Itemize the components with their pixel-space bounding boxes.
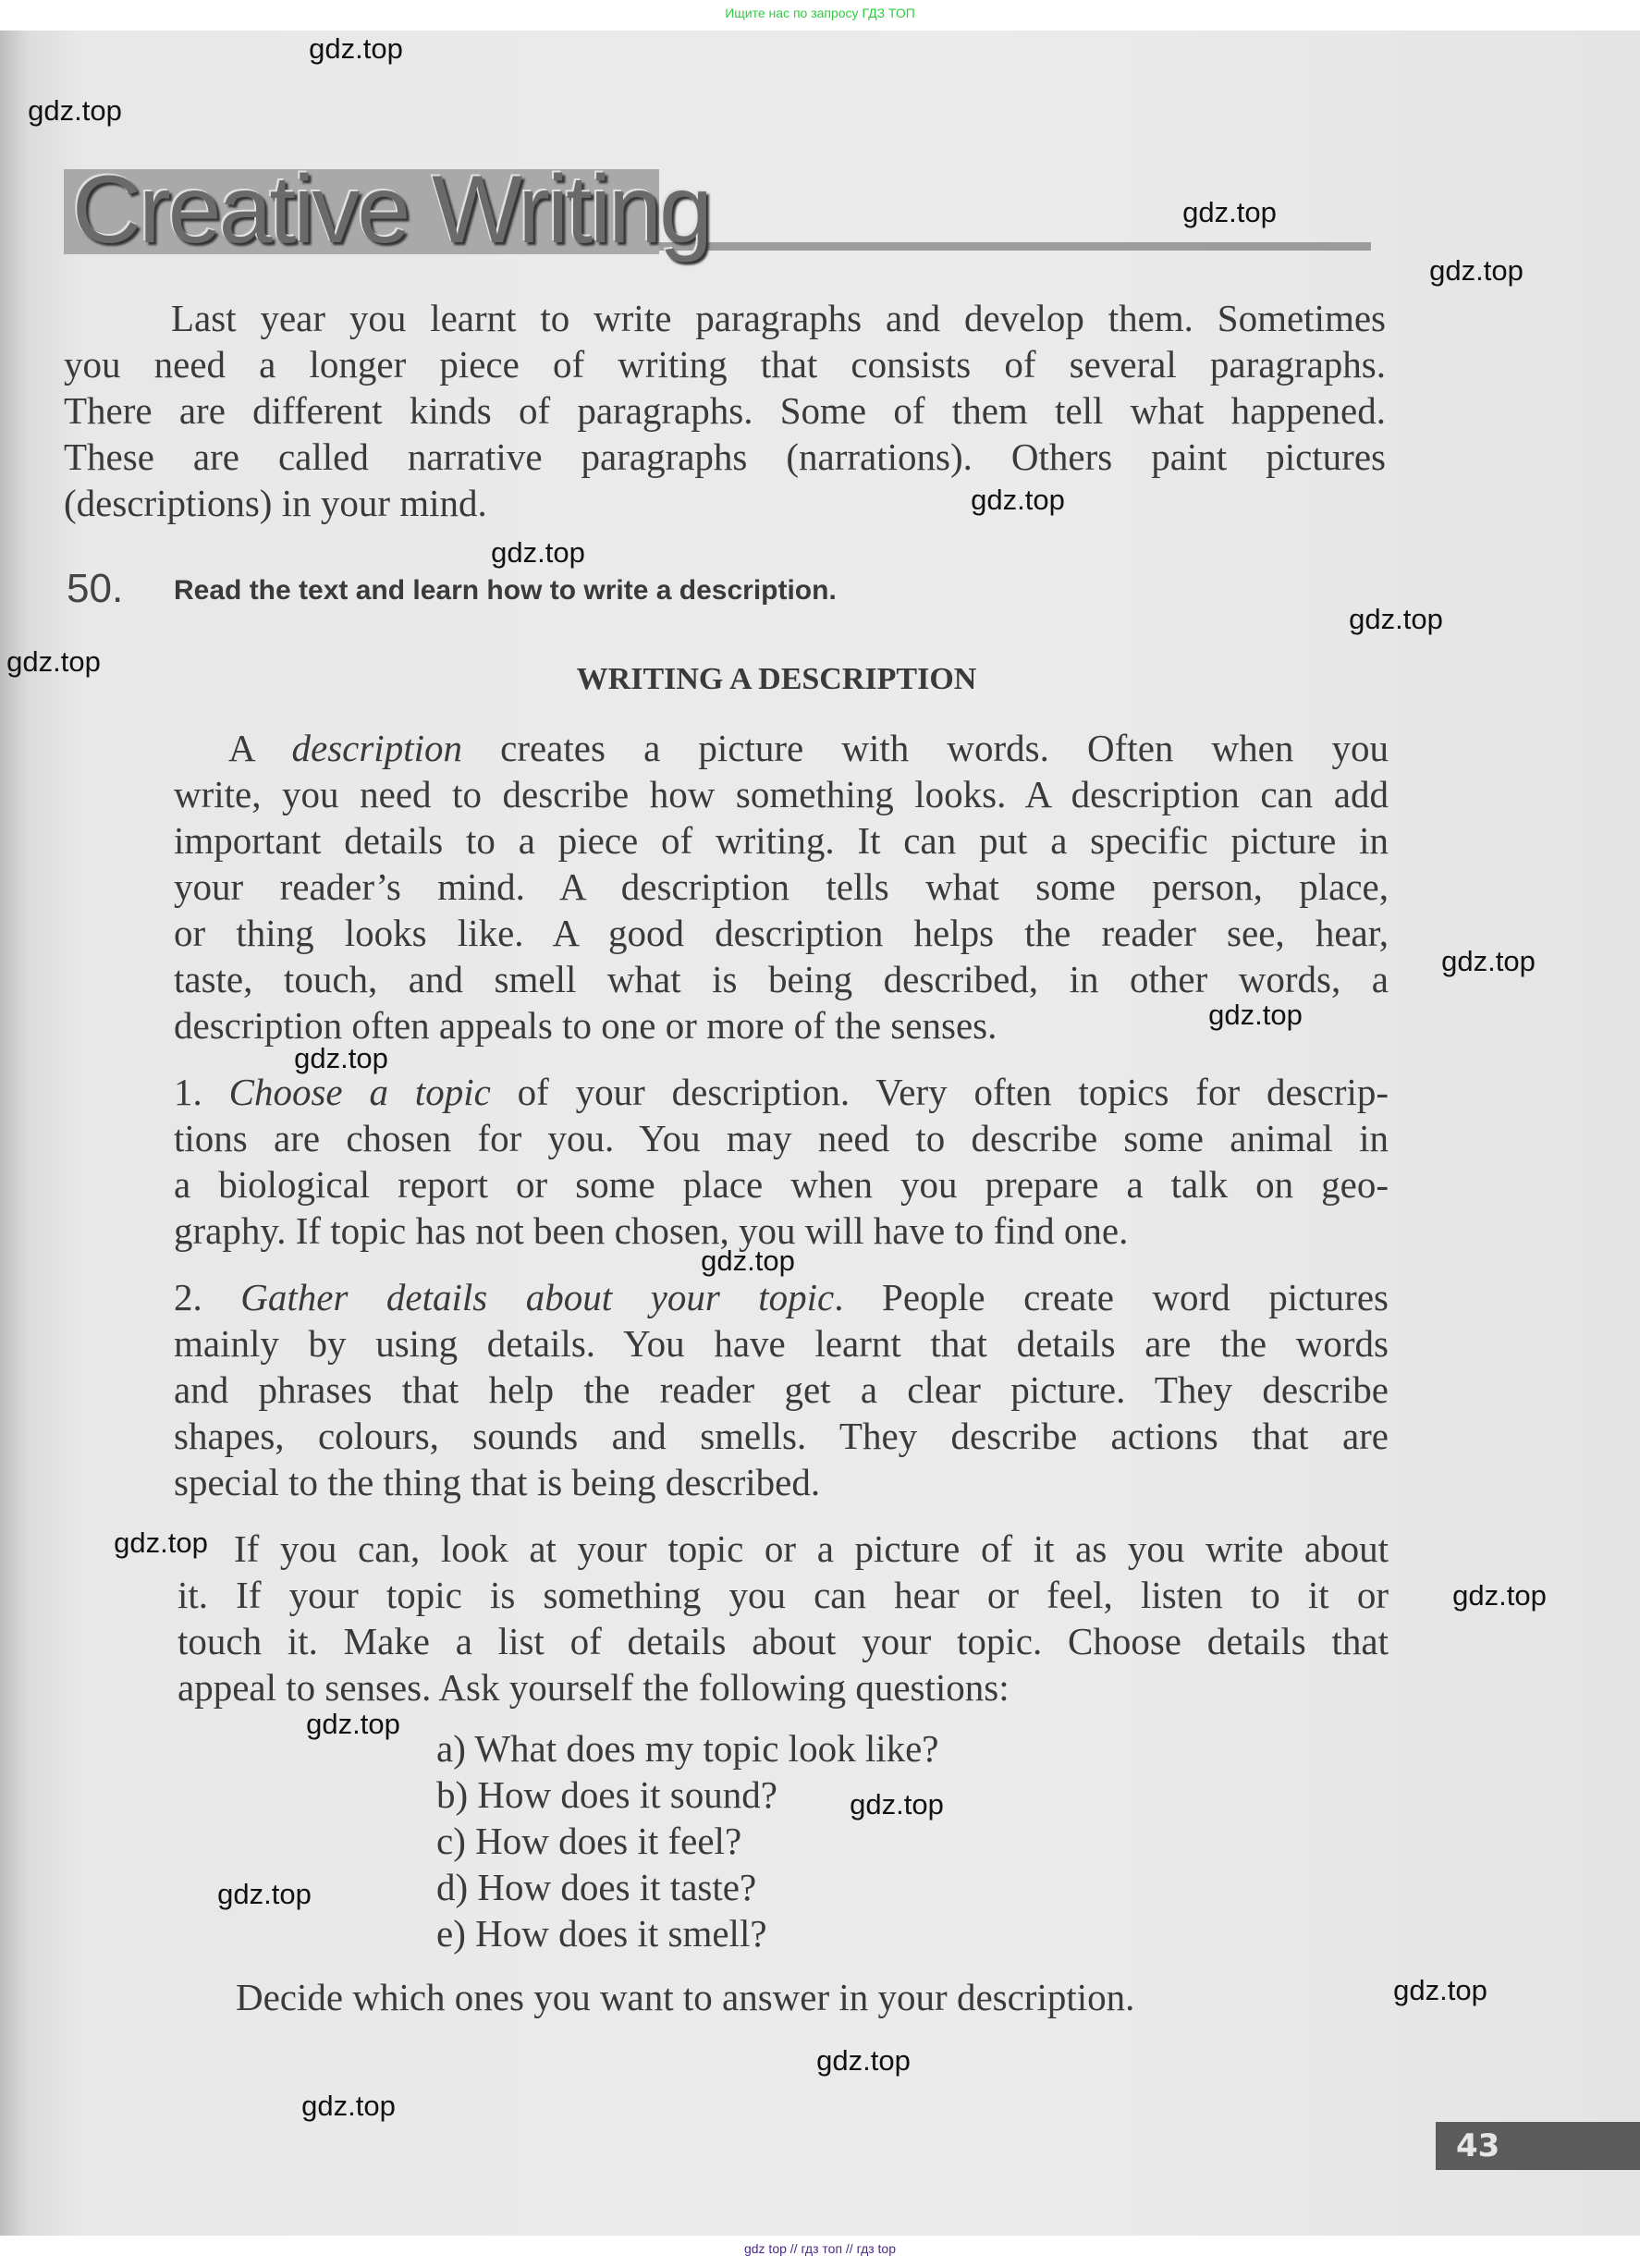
text-line: your reader’s mind. A description tells what some person, place,: [174, 865, 1389, 908]
exercise-instruction: Read the text and learn how to write a description.: [174, 575, 837, 606]
watermark: gdz.top: [301, 2090, 396, 2122]
question-item: c) How does it feel?: [436, 1820, 742, 1862]
watermark: gdz.top: [6, 645, 101, 678]
watermark: gdz.top: [491, 536, 585, 569]
watermark: gdz.top: [309, 32, 403, 65]
choose-topic-paragraph: [174, 1069, 1389, 1254]
page-number-box: [1436, 2122, 1640, 2170]
text-line: special to the thing that is being described.: [174, 1461, 821, 1503]
watermark: gdz.top: [294, 1042, 388, 1074]
text-line: taste, touch, and smell what is being described, in other words, a: [174, 958, 1389, 1000]
watermark: gdz.top: [1393, 1974, 1487, 2006]
text-line: There are different kinds of paragraphs. Some of them tell what happened.: [64, 389, 1386, 432]
watermark: gdz.top: [850, 1788, 944, 1821]
text-line: shapes, colours, sounds and smells. They describe actions that are: [174, 1415, 1389, 1457]
question-item: d) How does it taste?: [436, 1866, 757, 1908]
italic-term: Gather details about your topic: [240, 1276, 835, 1318]
closing-line: Decide which ones you want to answer in your description.: [236, 1976, 1135, 2018]
closing-sentence: [236, 1974, 1134, 2020]
text-line: If you can, look at your topic or a picture of it as you write about: [234, 1527, 1389, 1570]
watermark: gdz.top: [1429, 254, 1524, 287]
watermark: gdz.top: [217, 1878, 312, 1910]
text-heading: WRITING A DESCRIPTION: [576, 662, 977, 696]
description-paragraph: [174, 725, 1389, 1048]
page-number: 43: [1456, 2127, 1500, 2164]
question-item: e) How does it smell?: [436, 1912, 767, 1955]
watermark: gdz.top: [816, 2044, 911, 2077]
text-line: a biological report or some place when you prepare a talk on geo-: [174, 1163, 1389, 1206]
text-line: tions are chosen for you. You may need to describe some animal in: [174, 1117, 1389, 1159]
watermark: gdz.top: [306, 1708, 400, 1740]
text-line: and phrases that help the reader get a clear picture. They describe: [174, 1368, 1389, 1411]
text-segment: of your description. Very often topics for descrip-: [490, 1071, 1389, 1113]
question-item: a) What does my topic look like?: [436, 1727, 939, 1770]
text-line: These are called narrative paragraphs (narrations). Others paint pictures: [64, 435, 1386, 478]
text-line: touch it. Make a list of details about your topic. Choose details that: [177, 1620, 1389, 1662]
text-line: you need a longer piece of writing that consists of several paragraphs.: [64, 343, 1386, 386]
watermark: gdz.top: [1182, 196, 1277, 228]
questions-list: [436, 1725, 939, 1956]
watermark: gdz.top: [114, 1526, 208, 1559]
watermark: gdz.top: [701, 1244, 795, 1277]
text-line: [174, 725, 1389, 771]
text-line: or thing looks like. A good description helps the reader see, hear,: [174, 912, 1389, 954]
gather-details-paragraph: [174, 1274, 1389, 1505]
text-segment: A: [228, 727, 292, 769]
exercise-number: 50.: [67, 566, 124, 611]
text-line: Last year you learnt to write paragraphs and develop them. Sometimes: [171, 297, 1386, 339]
text-segment: . People create word pictures: [834, 1276, 1389, 1318]
text-line: mainly by using details. You have learnt that details are the words: [174, 1322, 1389, 1365]
question-item: b) How does it sound?: [436, 1773, 777, 1816]
watermark: gdz.top: [1208, 999, 1303, 1031]
intro-paragraph: [64, 295, 1386, 526]
title-underline: [659, 242, 1371, 251]
footer-links[interactable]: gdz top // гдз топ // гдз top: [743, 2241, 897, 2256]
watermark: gdz.top: [971, 484, 1065, 516]
text-segment: 2.: [174, 1276, 241, 1318]
text-line: [174, 1069, 1389, 1115]
text-segment: creates a picture with words. Often when you: [461, 727, 1389, 769]
text-line: write, you need to describe how something looks. A description can add: [174, 773, 1389, 815]
watermark: gdz.top: [28, 94, 122, 127]
watermark: gdz.top: [1441, 945, 1536, 977]
text-line: important details to a piece of writing. It can put a specific picture in: [174, 819, 1389, 862]
section-title: Creative Writing: [72, 156, 710, 264]
text-line: appeal to senses. Ask yourself the following questions:: [177, 1666, 1010, 1709]
text-line: graphy. If topic has not been chosen, you will have to find one.: [174, 1209, 1129, 1252]
text-segment: 1.: [174, 1071, 229, 1113]
watermark: gdz.top: [1349, 603, 1443, 635]
top-note[interactable]: Ищите нас по запросу ГДЗ ТОП: [725, 6, 915, 20]
italic-term: Choose a topic: [228, 1071, 491, 1113]
text-line: (descriptions) in your mind.: [64, 482, 487, 524]
text-line: description often appeals to one or more of the senses.: [174, 1004, 997, 1047]
text-line: it. If your topic is something you can hear or feel, listen to it or: [177, 1574, 1389, 1616]
look-at-topic-paragraph: [177, 1526, 1389, 1710]
italic-term: description: [291, 727, 462, 769]
watermark: gdz.top: [1452, 1579, 1547, 1612]
text-line: [174, 1274, 1389, 1320]
